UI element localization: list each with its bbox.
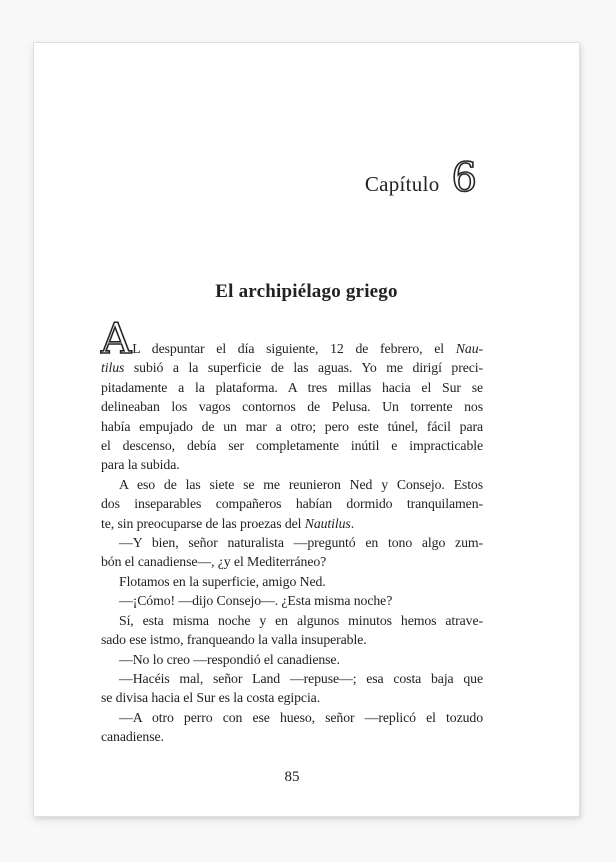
section-title: El archipiélago griego — [215, 281, 398, 302]
chapter-number: 6 — [451, 155, 477, 201]
body-text-segment: Sí, esta misma noche y en algunos minutos hemos atrave- — [119, 612, 483, 628]
text-line — [101, 630, 483, 649]
text-line — [101, 358, 483, 377]
paragraph — [101, 591, 483, 610]
body-text-segment: para la subida. — [101, 457, 180, 473]
book-page — [33, 42, 580, 817]
chapter-label: Capítulo — [364, 172, 440, 196]
body-text-segment: subió a la superficie de las aguas. Yo me dirigí preci- — [124, 360, 483, 376]
italic-text: Nau- — [455, 341, 483, 356]
body-text-segment: —¡Cómo! —dijo Consejo—. ¿Esta misma noche? — [119, 593, 393, 609]
page-number: 85 — [284, 769, 300, 785]
text-line — [101, 727, 483, 746]
body-text-segment: se divisa hacia el Sur es la costa egipcia. — [101, 690, 321, 706]
body-text-segment: —Hacéis mal, señor Land —repuse—; esa costa baja que — [119, 670, 483, 686]
text-line — [101, 397, 483, 416]
body-text — [101, 314, 483, 747]
body-text-segment: sado ese istmo, franqueando la valla insuperable. — [101, 632, 367, 648]
body-text-segment: A eso de las siete se me reunieron Ned y Consejo. Estos — [119, 476, 483, 492]
text-line — [101, 455, 483, 474]
chapter-heading — [365, 155, 477, 201]
paragraph — [101, 708, 483, 747]
text-line — [101, 314, 483, 363]
text-line — [101, 669, 483, 688]
body-text-segment: —A otro perro con ese hueso, señor —replicó el tozudo — [119, 709, 483, 725]
body-text-segment: te, sin preocuparse de las proezas del — [101, 515, 305, 531]
text-line — [101, 378, 483, 397]
paragraph — [101, 650, 483, 669]
italic-text: tilus — [101, 360, 125, 376]
text-line — [101, 533, 483, 552]
body-text-segment: el descenso, debía ser completamente inútil e impracticable — [101, 438, 483, 454]
text-line — [101, 611, 483, 630]
paragraph — [101, 533, 483, 572]
text-line — [101, 572, 483, 591]
body-text-segment: . — [350, 515, 355, 531]
paragraph — [101, 314, 483, 475]
text-line — [101, 591, 483, 610]
body-text-segment: —Y bien, señor naturalista —preguntó en tono algo zum- — [119, 535, 483, 551]
text-line — [101, 436, 483, 455]
body-text-segment: bón el canadiense—, ¿y el Mediterráneo? — [101, 554, 327, 570]
text-line — [101, 475, 483, 494]
paragraph — [101, 611, 483, 650]
text-line — [101, 650, 483, 669]
body-text-segment: Flotamos en la superficie, amigo Ned. — [119, 573, 326, 589]
body-text-segment: dos inseparables compañeros habían dormido tranquilamen- — [101, 496, 483, 512]
body-text-segment: —No lo creo —respondió el canadiense. — [119, 651, 340, 667]
text-line — [101, 708, 483, 727]
text-line — [101, 552, 483, 571]
text-line — [101, 514, 483, 533]
drop-cap: A — [101, 314, 132, 363]
italic-text: Nautilus — [304, 515, 351, 531]
paragraph — [101, 669, 483, 708]
body-text-segment: había empujado de un mar a otro; pero este túnel, fácil para — [101, 418, 483, 434]
paragraph — [101, 475, 483, 533]
body-text-segment: pitadamente a la plataforma. A tres millas hacia el Sur se — [101, 379, 483, 395]
text-line — [101, 417, 483, 436]
body-text-segment: L despuntar el día siguiente, 12 de febrero, el — [132, 341, 456, 356]
body-text-segment: canadiense. — [101, 729, 164, 745]
text-line — [101, 688, 483, 707]
body-text-segment: delineaban los vagos contornos de Pelusa. Un torrente nos — [101, 399, 483, 415]
text-line — [101, 494, 483, 513]
paragraph — [101, 572, 483, 591]
